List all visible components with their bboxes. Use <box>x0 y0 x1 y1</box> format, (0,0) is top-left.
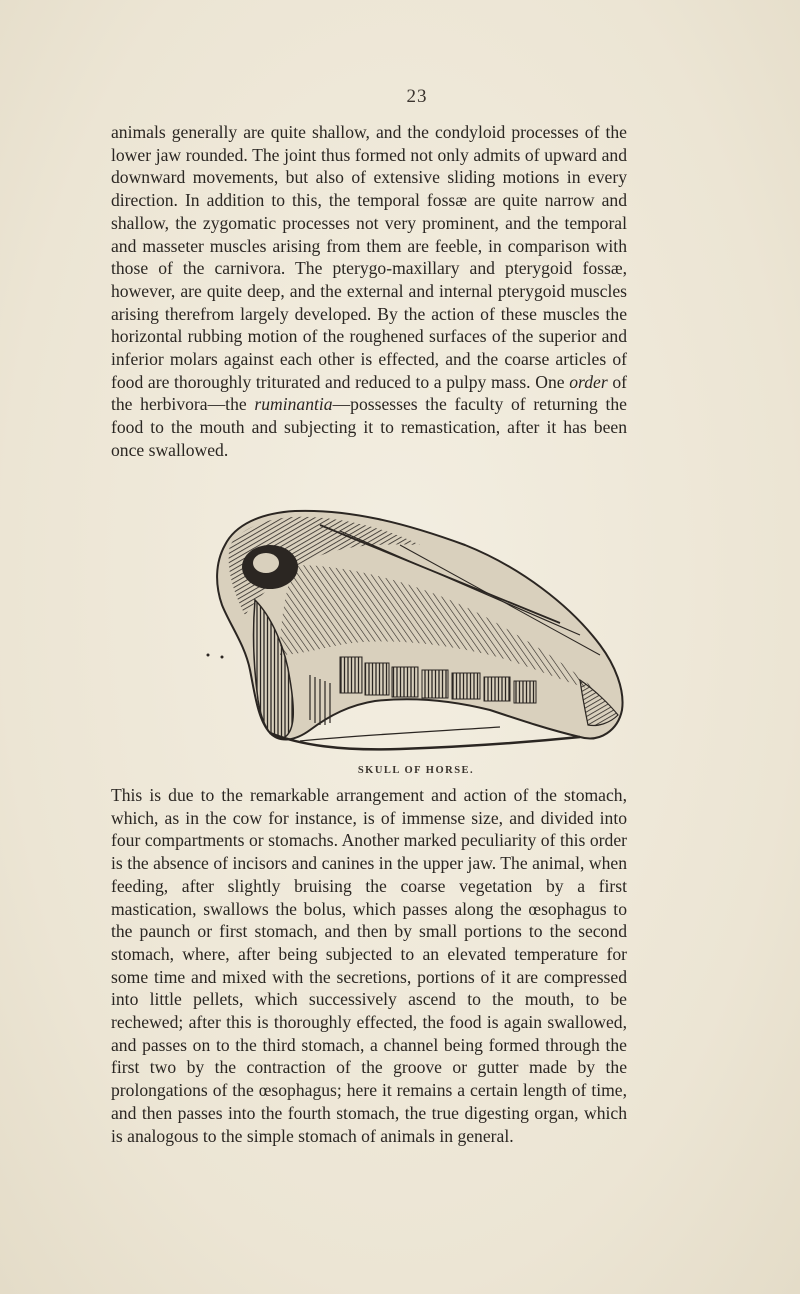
paragraph-1-text-a: animals generally are quite shallow, and the condyloid processes of the lower jaw rounded. The joint thus formed not only admits of upward and downward movements, but also of extensive sliding motions in every direction. In addition to this, the temporal fossæ are quite narrow and shallow, the zygomatic processes not very prominent, and the temporal and masseter muscles arising from them are feeble, in comparison with those of the carnivora. The pterygo-maxillary and pterygoid fossæ, however, are quite deep, and the external and internal pterygoid muscles arising therefrom largely developed. By the action of these muscles the horizontal rubbing motion of the roughened surfaces of the superior and inferior molars against each other is effected, and the coarse articles of food are thoroughly triturated and reduced to a pulpy mass. One <box>111 122 627 392</box>
paragraph-1-italic-ruminantia: ruminantia <box>254 394 333 415</box>
paragraph-1 <box>111 121 627 462</box>
paragraph-1-italic-order: order <box>569 371 608 392</box>
paragraph-1-text-b: of the herbivora—the <box>111 371 627 415</box>
page-number: 23 <box>406 86 428 107</box>
horse-skull-illustration <box>200 505 630 757</box>
figure-caption: SKULL OF HORSE. <box>357 765 475 776</box>
horse-skull-engraving <box>200 505 630 757</box>
paragraph-2: This is due to the remarkable arrangement and action of the stomach, which, as in the cow for instance, is of immense size, and divided into four compartments or stomachs. Another marked peculiarity of this order is the absence of incisors and canines in the upper jaw. The animal, when feeding, after slightly bruising the coarse vegetation by a first mastication, swallows the bolus, which passes along the œsophagus to the paunch or first stomach, and then by small portions to the second stomach, where, after being subjected to an elevated temperature for some time and mixed with the secretions, portions of it are compressed into little pellets, which successively ascend to the mouth, to be rechewed; after this is thoroughly effected, the food is again swallowed, and passes on to the third stomach, a channel being formed through the first two by the contraction of the groove or gutter made by the prolongations of the œsophagus; here it remains a certain length of time, and then passes into the fourth stomach, the true digesting organ, which is analogous to the simple stomach of animals in general. <box>111 785 627 1146</box>
paragraph-1-text-c: —possesses the faculty of returning the food to the mouth and subjecting it to remastication, after it has been once swallowed. <box>111 394 627 460</box>
